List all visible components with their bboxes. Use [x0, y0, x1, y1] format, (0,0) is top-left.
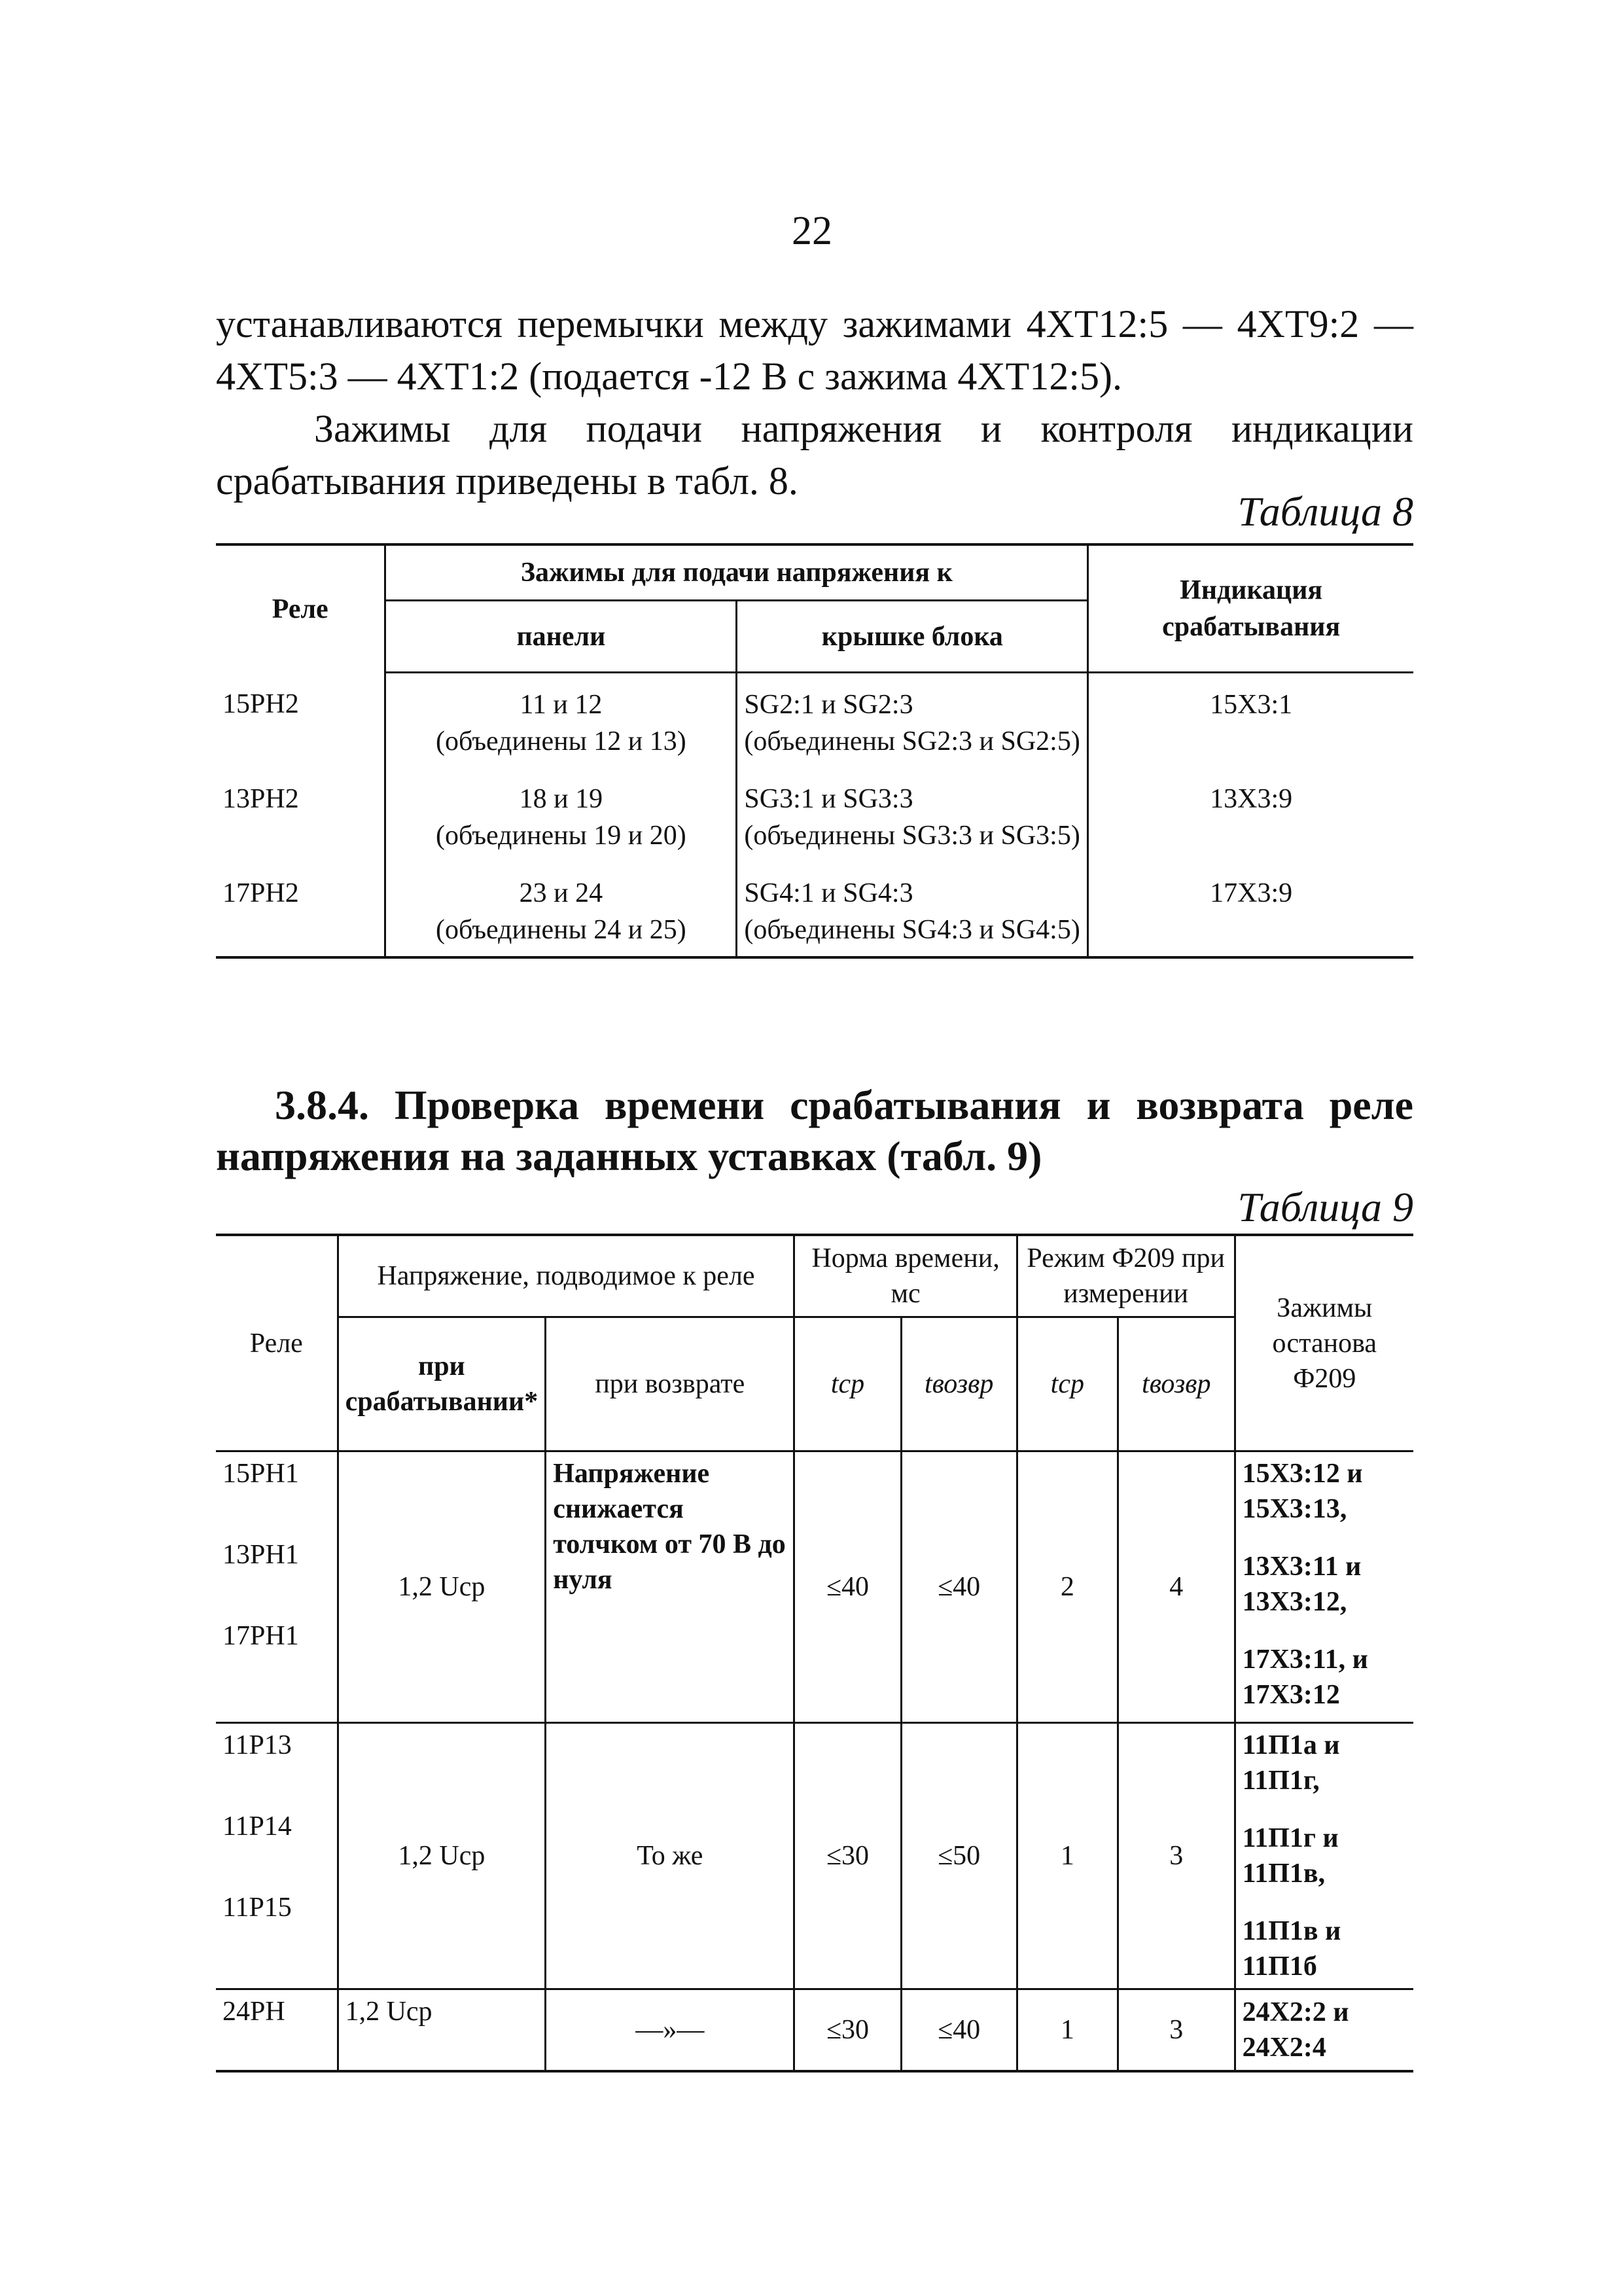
- t9-header-on-return: при возврате: [546, 1317, 794, 1451]
- t9-t-ret: ≤40: [901, 1989, 1017, 2072]
- t9-header-time-norm: Норма времени, мс: [794, 1235, 1017, 1317]
- page-number: 22: [792, 209, 832, 253]
- t9-return: Напряжение снижается толчком от 70 В до нуля: [546, 1451, 794, 1723]
- t9-header-relay: Реле: [216, 1235, 338, 1451]
- t9-m-op: 1: [1017, 1723, 1118, 1989]
- t9-header-t-op: tср: [794, 1317, 901, 1451]
- table-row: [216, 862, 1413, 957]
- table-row: [216, 1989, 1413, 2072]
- t8-header-relay: Реле: [272, 594, 328, 624]
- t9-m-op: 2: [1017, 1451, 1118, 1723]
- t8-panel: 11 и 12 (объединены 12 и 13): [385, 673, 737, 768]
- table9-caption: Таблица 9: [1237, 1184, 1413, 1230]
- t9-header-voltage-group: Напряжение, подводимое к реле: [338, 1235, 794, 1317]
- paragraph-terminals: Зажимы для подачи напряжения и контроля индикации срабатывания приведены в табл. 8.: [216, 407, 1413, 503]
- t9-m-ret: 3: [1118, 1723, 1235, 1989]
- t8-panel: 23 и 24 (объединены 24 и 25): [385, 862, 737, 957]
- t9-return: —»—: [546, 1989, 794, 2072]
- t9-terminals: 11П1а и 11П1г, 11П1г и 11П1в, 11П1в и 11П1б: [1235, 1723, 1413, 1989]
- t9-header-m-op: tср: [1017, 1317, 1118, 1451]
- t8-relay: 13РН2: [222, 784, 299, 814]
- t9-operate: 1,2 Uср: [338, 1989, 546, 2072]
- t9-return: То же: [546, 1723, 794, 1989]
- t9-t-op: ≤30: [794, 1989, 901, 2072]
- t9-header-stop-terminals: Зажимы останова Ф209: [1235, 1235, 1413, 1451]
- table-row: [216, 1723, 1413, 1989]
- t8-header-terminals-group: Зажимы для подачи напряжения к: [385, 544, 1088, 601]
- t8-cover: SG2:1 и SG2:3 (объединены SG2:3 и SG2:5): [737, 673, 1088, 768]
- t9-operate: 1,2 Uср: [338, 1451, 546, 1723]
- t8-relay: 15РН2: [222, 688, 299, 719]
- t9-relays: 15РН1 13РН1 17РН1: [216, 1451, 338, 1723]
- t9-relays: 11Р13 11Р14 11Р15: [216, 1723, 338, 1989]
- t8-cover: SG3:1 и SG3:3 (объединены SG3:3 и SG3:5): [737, 768, 1088, 862]
- t9-terminals: 24Х2:2 и 24Х2:4: [1235, 1989, 1413, 2072]
- t8-relay: 17РН2: [222, 878, 299, 908]
- t8-panel: 18 и 19 (объединены 19 и 20): [385, 768, 737, 862]
- section-heading: 3.8.4. Проверка времени срабатывания и возврата реле напряжения на заданных уставках (табл. 9): [216, 1082, 1413, 1179]
- t9-relays: 24РН: [222, 1997, 285, 2027]
- t8-cover: SG4:1 и SG4:3 (объединены SG4:3 и SG4:5): [737, 862, 1088, 957]
- t9-header-m-ret: tвозвр: [1118, 1317, 1235, 1451]
- t9-m-ret: 3: [1118, 1989, 1235, 2072]
- t9-terminals: 15Х3:12 и 15Х3:13, 13Х3:11 и 13Х3:12, 17Х3:11, и 17Х3:12: [1235, 1451, 1413, 1723]
- table-8: [216, 543, 1413, 959]
- table8-caption: Таблица 8: [1237, 488, 1413, 535]
- t8-indication: 13Х3:9: [1088, 768, 1413, 862]
- t9-m-ret: 4: [1118, 1451, 1235, 1723]
- t8-header-panel: панели: [385, 601, 737, 673]
- table-row: [216, 1451, 1413, 1723]
- table-row: [216, 768, 1413, 862]
- t9-t-ret: ≤40: [901, 1451, 1017, 1723]
- table-9: [216, 1234, 1413, 2073]
- table-row: [216, 673, 1413, 768]
- t9-m-op: 1: [1017, 1989, 1118, 2072]
- t9-t-op: ≤30: [794, 1723, 901, 1989]
- t8-indication: 15Х3:1: [1088, 673, 1413, 768]
- t9-t-ret: ≤50: [901, 1723, 1017, 1989]
- t8-header-indication: Индикация срабатывания: [1088, 544, 1413, 673]
- t9-header-t-ret: tвозвр: [901, 1317, 1017, 1451]
- paragraph-jumpers: устанавливаются перемычки между зажимами 4ХТ12:5 — 4ХТ9:2 — 4ХТ5:3 — 4ХТ1:2 (подается -12 В с зажима 4ХТ12:5).: [216, 302, 1413, 398]
- t8-indication: 17Х3:9: [1088, 862, 1413, 957]
- t9-t-op: ≤40: [794, 1451, 901, 1723]
- t9-header-mode: Режим Ф209 при измерении: [1017, 1235, 1235, 1317]
- t9-header-on-operate: при срабатывании*: [338, 1317, 546, 1451]
- t9-operate: 1,2 Uср: [338, 1723, 546, 1989]
- t8-header-cover: крышке блока: [737, 601, 1088, 673]
